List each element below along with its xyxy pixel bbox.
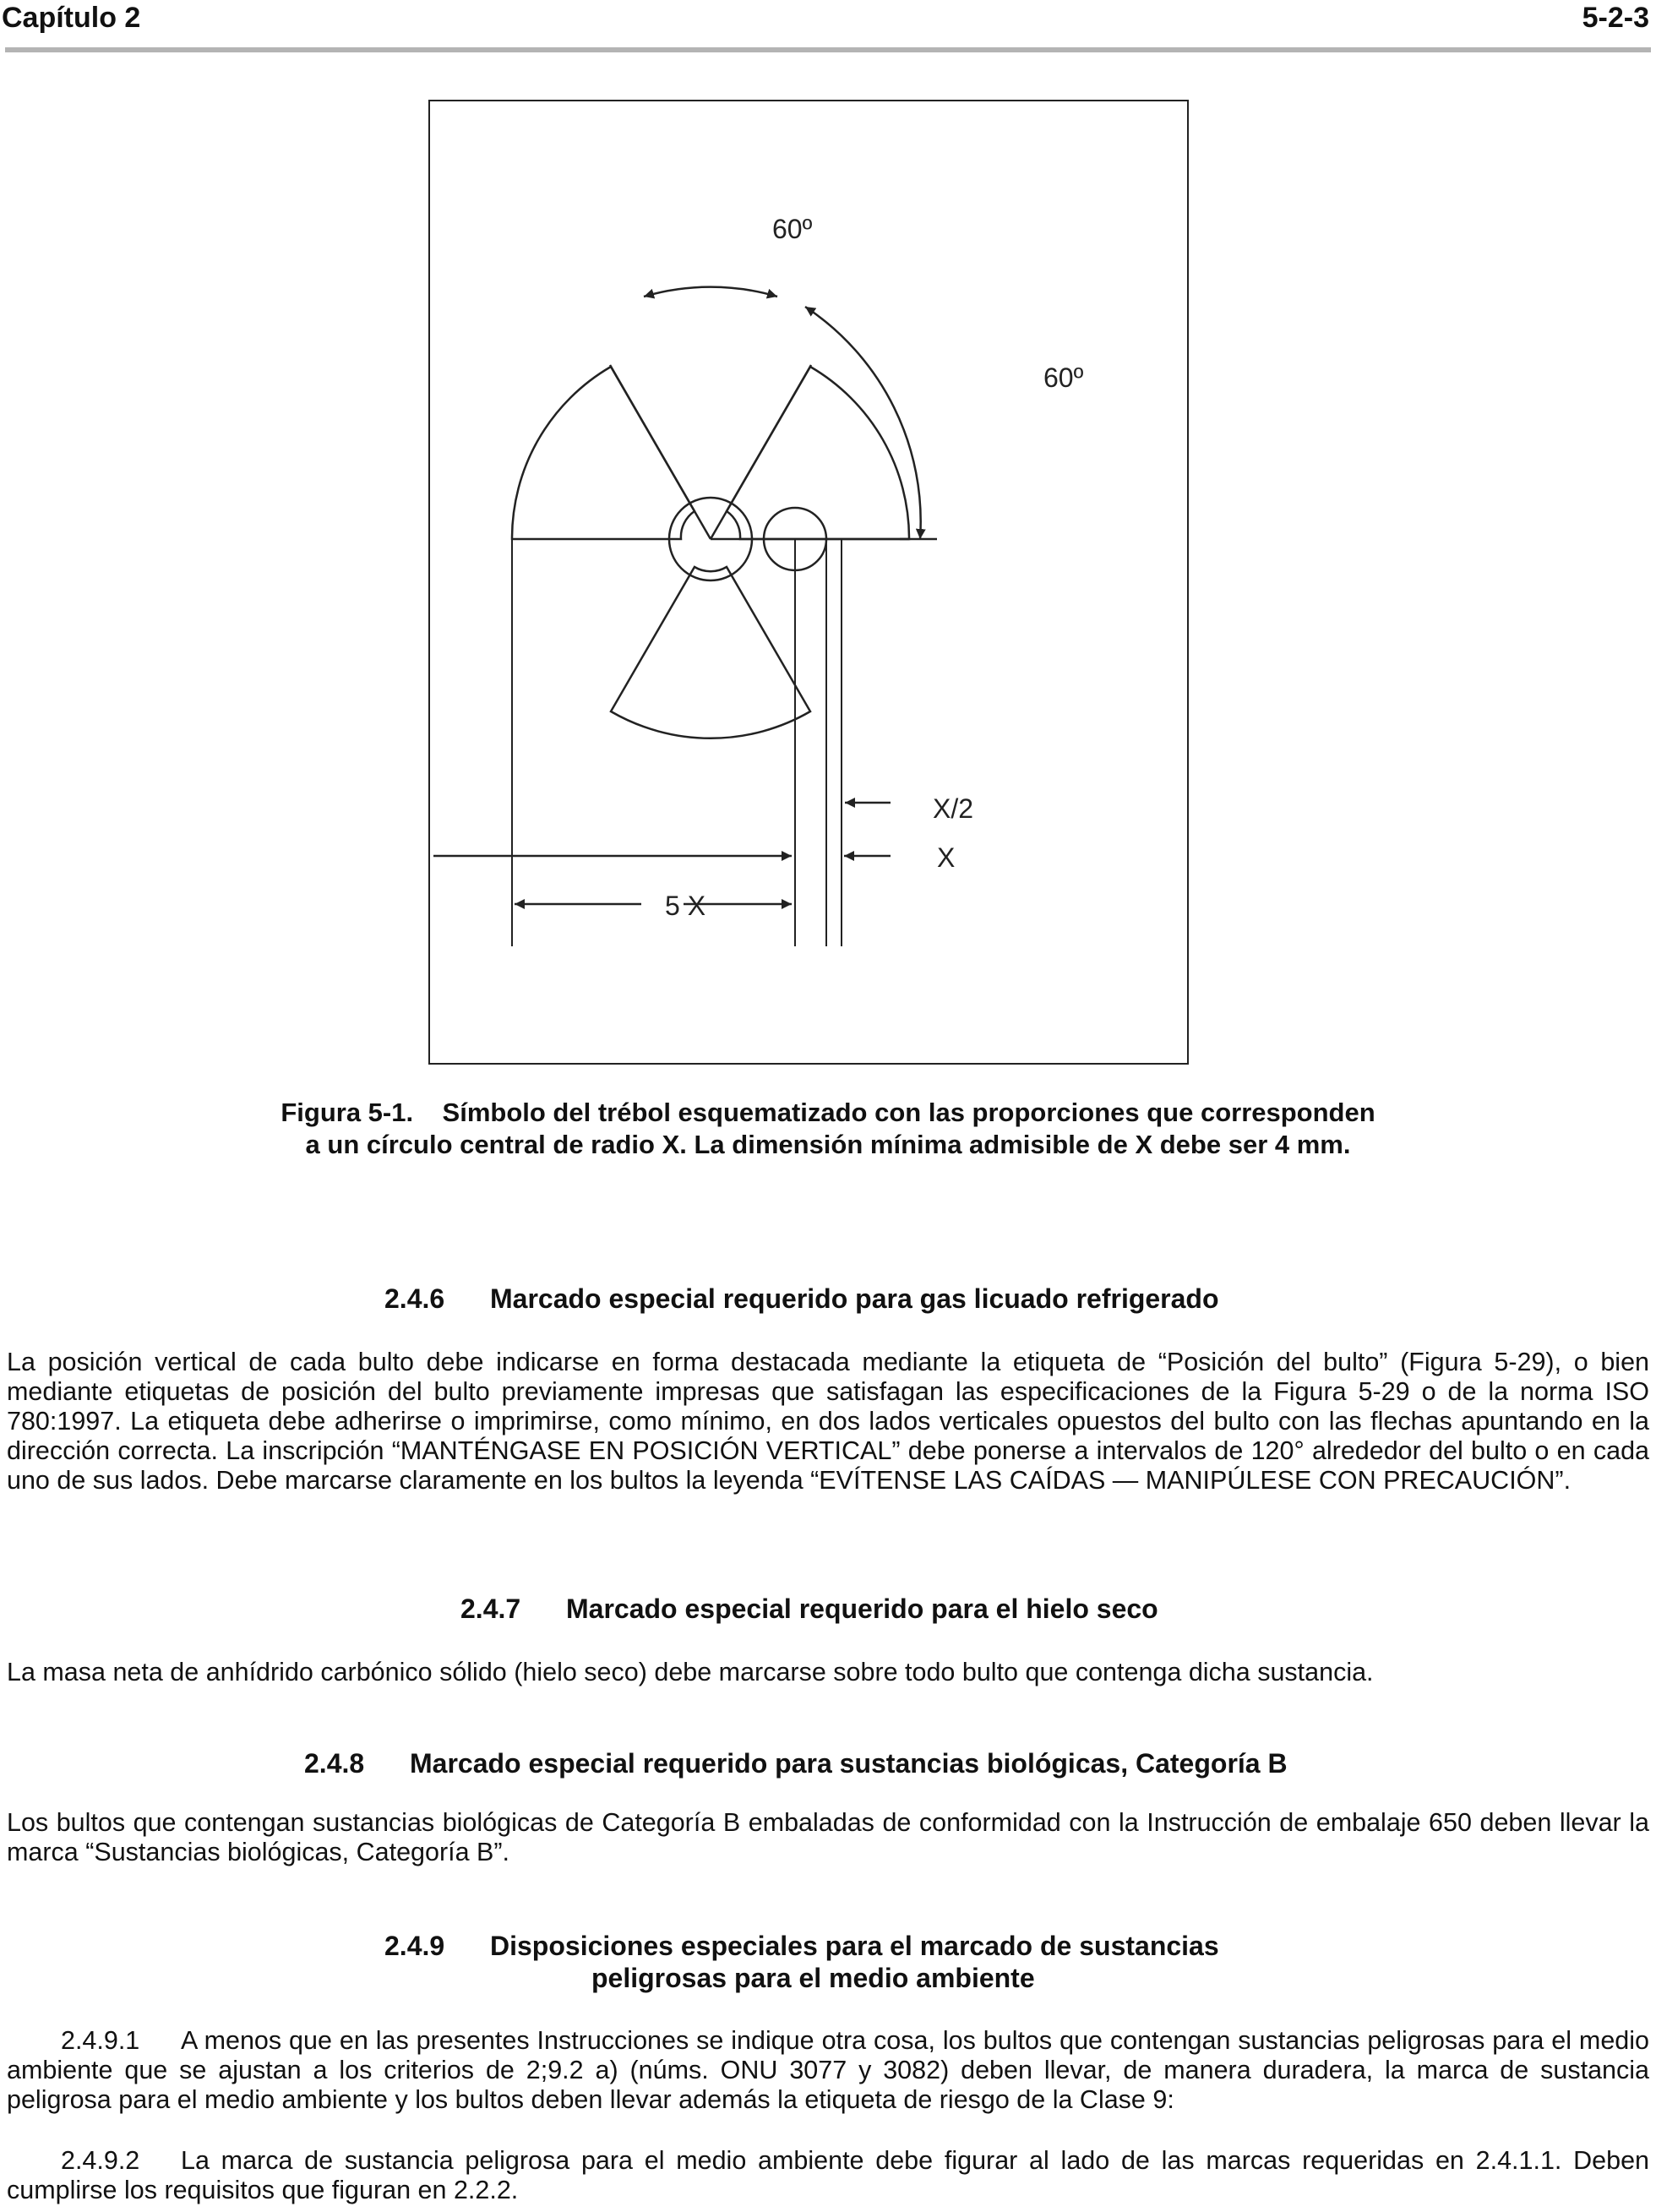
figure-frame xyxy=(428,100,1189,1065)
page-number: 5-2-3 xyxy=(1582,2,1649,34)
label-five-x: 5 X xyxy=(665,891,706,921)
figure-caption xyxy=(169,1097,1487,1161)
paragraph-number: 2.4.9.2 xyxy=(61,2146,140,2175)
section-number: 2.4.9 xyxy=(384,1931,445,1961)
heading-2-4-9 xyxy=(384,1930,1219,1962)
figure-caption-line-1: Figura 5-1. Símbolo del trébol esquematizado con las proporciones que corresponden xyxy=(281,1098,1375,1127)
label-angle-right: 60º xyxy=(1043,362,1084,393)
paragraph-text: A menos que en las presentes Instrucciones se indique otra cosa, los bultos que contengan sustancias peligrosas para el medio ambiente que se ajustan a los criterios de 2;9.2 a) (núms. ONU 3077 y 3082) deben llevar, de manera duradera, la marca de sustancia peligrosa para el medio ambiente y los bultos deben llevar además la etiqueta de riesgo de la Clase 9: xyxy=(7,2026,1649,2114)
label-x: X xyxy=(937,842,956,873)
header-rule xyxy=(5,47,1651,52)
paragraph-2-4-9-2 xyxy=(7,2146,1649,2205)
heading-2-4-6 xyxy=(384,1283,1219,1315)
chapter-label: Capítulo 2 xyxy=(2,2,141,34)
paragraph-number: 2.4.9.1 xyxy=(61,2026,140,2055)
trefoil-diagram xyxy=(430,101,1190,1066)
section-number: 2.4.6 xyxy=(384,1283,445,1314)
section-number: 2.4.8 xyxy=(304,1748,365,1779)
paragraph-text: La marca de sustancia peligrosa para el medio ambiente debe figurar al lado de las marcas requeridas en 2.4.1.1. Deben cumplirse los requisitos que figuran en 2.2.2. xyxy=(7,2146,1649,2204)
paragraph-2-4-8: Los bultos que contengan sustancias biológicas de Categoría B embaladas de conformidad con la Instrucción de embalaje 650 deben llevar la marca “Sustancias biológicas, Categoría B”. xyxy=(7,1808,1649,1866)
heading-2-4-8 xyxy=(304,1747,1288,1779)
heading-2-4-9-line-2: peligrosas para el medio ambiente xyxy=(591,1963,1035,1993)
trefoil-blade-right xyxy=(727,367,909,539)
paragraph-2-4-7: La masa neta de anhídrido carbónico sólido (hielo seco) debe marcarse sobre todo bulto que contenga dicha sustancia. xyxy=(7,1658,1374,1686)
label-half-x: X/2 xyxy=(933,793,974,824)
section-title: Marcado especial requerido para gas licuado refrigerado xyxy=(490,1283,1219,1314)
section-title-line-1: Disposiciones especiales para el marcado de sustancias xyxy=(490,1931,1219,1961)
paragraph-2-4-9-1 xyxy=(7,2026,1649,2115)
paragraph-2-4-6: La posición vertical de cada bulto debe indicarse en forma destacada mediante la etiqueta de “Posición del bulto” (Figura 5-29), o bien mediante etiquetas de posición del bulto previamente impresas que satisfagan las especificaciones de la Figura 5-29 o de la norma ISO 780:1997. La etiqueta debe adherirse o imprimirse, como mínimo, en dos lados verticales opuestos del bulto con las flechas apuntando en la dirección correcta. La inscripción “MANTÉNGASE EN POSICIÓN VERTICAL” debe ponerse a intervalos de 120° alrededor del bulto o en cada uno de sus lados. Debe marcarse claramente en los bultos la leyenda “EVÍTENSE LAS CAÍDAS — MANIPÚLESE CON PRECAUCIÓN”. xyxy=(7,1348,1649,1495)
page-header xyxy=(0,0,1656,49)
trefoil-blade-left xyxy=(512,367,695,539)
trefoil-blade-bottom xyxy=(611,567,810,738)
section-number: 2.4.7 xyxy=(460,1594,521,1624)
figure-caption-line-2: a un círculo central de radio X. La dimensión mínima admisible de X debe ser 4 mm. xyxy=(305,1130,1351,1159)
angle-arc-top xyxy=(644,287,777,297)
heading-2-4-7 xyxy=(460,1593,1158,1625)
section-title: Marcado especial requerido para el hielo seco xyxy=(566,1594,1158,1624)
angle-arc-right xyxy=(805,307,921,539)
section-title: Marcado especial requerido para sustancias biológicas, Categoría B xyxy=(410,1748,1288,1779)
label-angle-top: 60º xyxy=(772,214,813,244)
